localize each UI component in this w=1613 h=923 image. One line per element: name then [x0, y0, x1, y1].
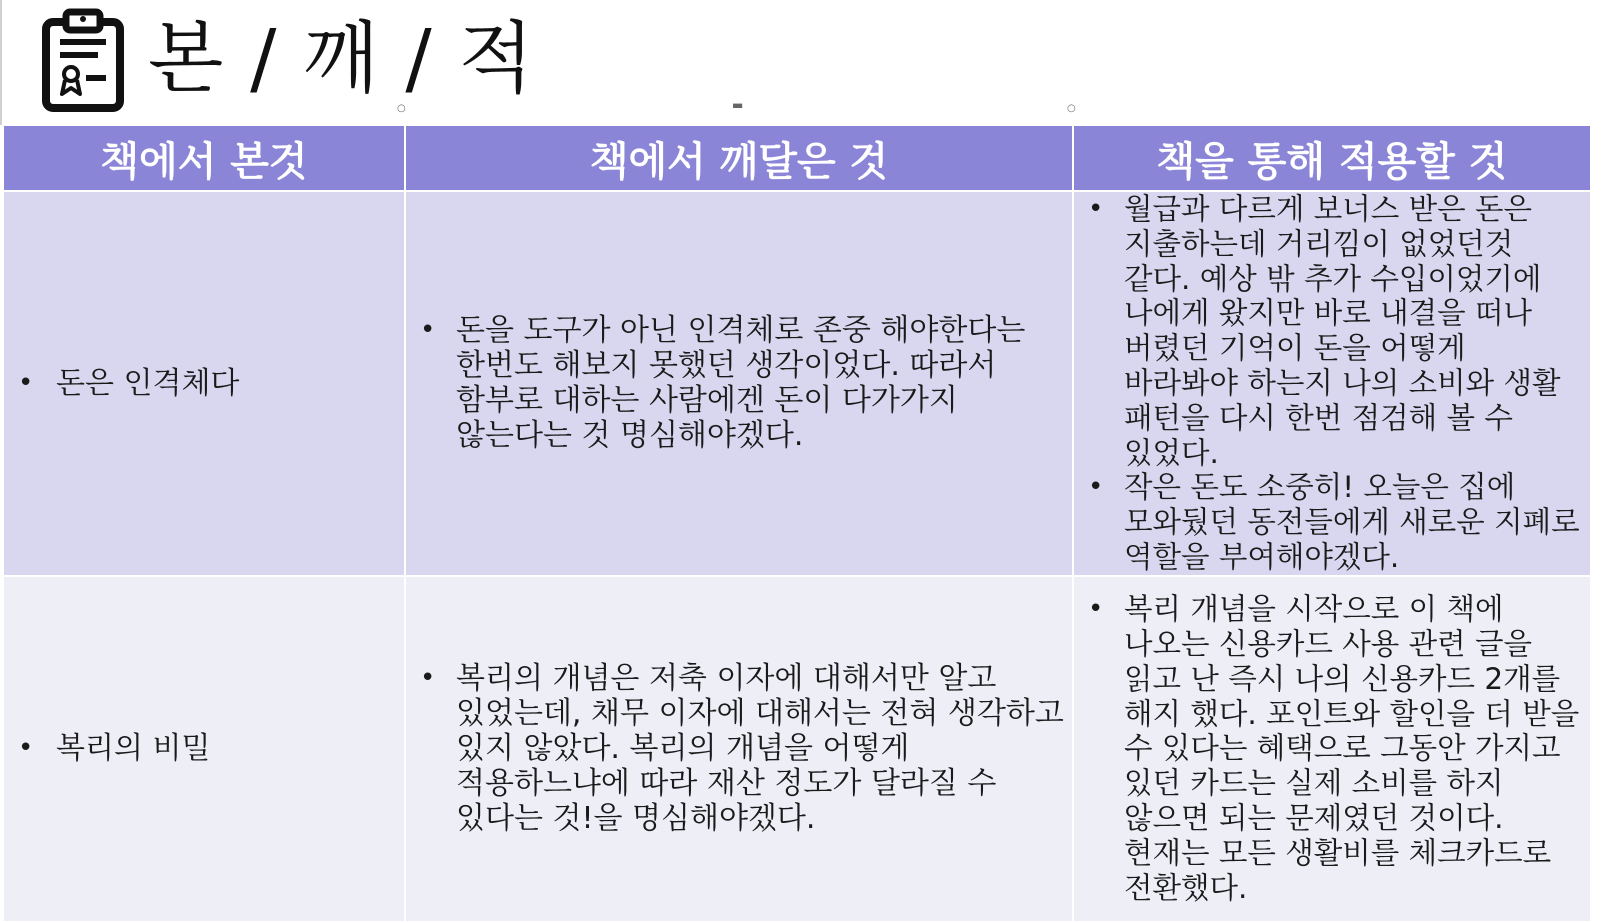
cell-realized: [405, 576, 1073, 922]
table-row: [3, 191, 1591, 576]
cell-apply: [1073, 576, 1591, 922]
list-item: • 돈을 도구가 아닌 인격체로 존중 해야한다는 한번도 해보지 못했던 생각이었다. 따라서 함부로 대하는 사람에겐 돈이 다가가지 않는다는 것 명심해야겠다.: [406, 313, 1064, 453]
reflection-table: [2, 124, 1592, 923]
header-apply: 책을 통해 적용할 것: [1073, 125, 1591, 191]
slide-left-border: [0, 0, 2, 125]
table-row: [3, 576, 1591, 922]
cell-seen: [3, 576, 405, 922]
cell-seen: [3, 191, 405, 576]
table-header-row: [3, 125, 1591, 191]
header-seen: 책에서 본것: [3, 125, 405, 191]
resize-handle[interactable]: ○: [397, 103, 406, 114]
certificate-clipboard-icon: [40, 8, 126, 112]
list-item: • 월급과 다르게 보너스 받은 돈은 지출하는데 거리낌이 없었던것 같다. 예상 밖 추가 수입이었기에 나에게 왔지만 바로 내결을 떠나 버렸던 기억이 돈을 어떻게 바라봐야 하는지 나의 소비와 생활 패턴을 다시 한번 점검해 볼 수 있었다.: [1074, 192, 1582, 470]
resize-handle[interactable]: ▬: [732, 98, 744, 112]
list-item: • 복리의 개념은 저축 이자에 대해서만 알고 있었는데, 채무 이자에 대해서는 전혀 생각하고 있지 않았다. 복리의 개념을 어떻게 적용하느냐에 따라 재산 정도가 달라질 수 있다는 것!을 명심해야겠다.: [406, 661, 1064, 836]
list-item: • 복리 개념을 시작으로 이 책에 나오는 신용카드 사용 관련 글을 읽고 난 즉시 나의 신용카드 2개를 해지 했다. 포인트와 할인을 더 받을 수 있다는 혜택으로 그동안 가지고 있던 카드는 실제 소비를 하지 않으면 되는 문제였던 것이다. 현재는 모든 생활비를 체크카드로 전환했다.: [1074, 592, 1582, 905]
list-item: • 돈은 인격체다: [4, 366, 396, 401]
list-item: • 복리의 비밀: [4, 731, 396, 766]
header-realized: 책에서 깨달은 것: [405, 125, 1073, 191]
cell-realized: [405, 191, 1073, 576]
list-item: • 작은 돈도 소중히! 오늘은 집에 모와뒀던 동전들에게 새로운 지폐로 역할을 부여해야겠다.: [1074, 470, 1582, 574]
resize-handle[interactable]: ○: [1067, 103, 1076, 114]
cell-apply: [1073, 191, 1591, 576]
slide-right-margin: [1590, 0, 1613, 901]
page-title: 본 / 깨 / 적: [148, 14, 535, 104]
